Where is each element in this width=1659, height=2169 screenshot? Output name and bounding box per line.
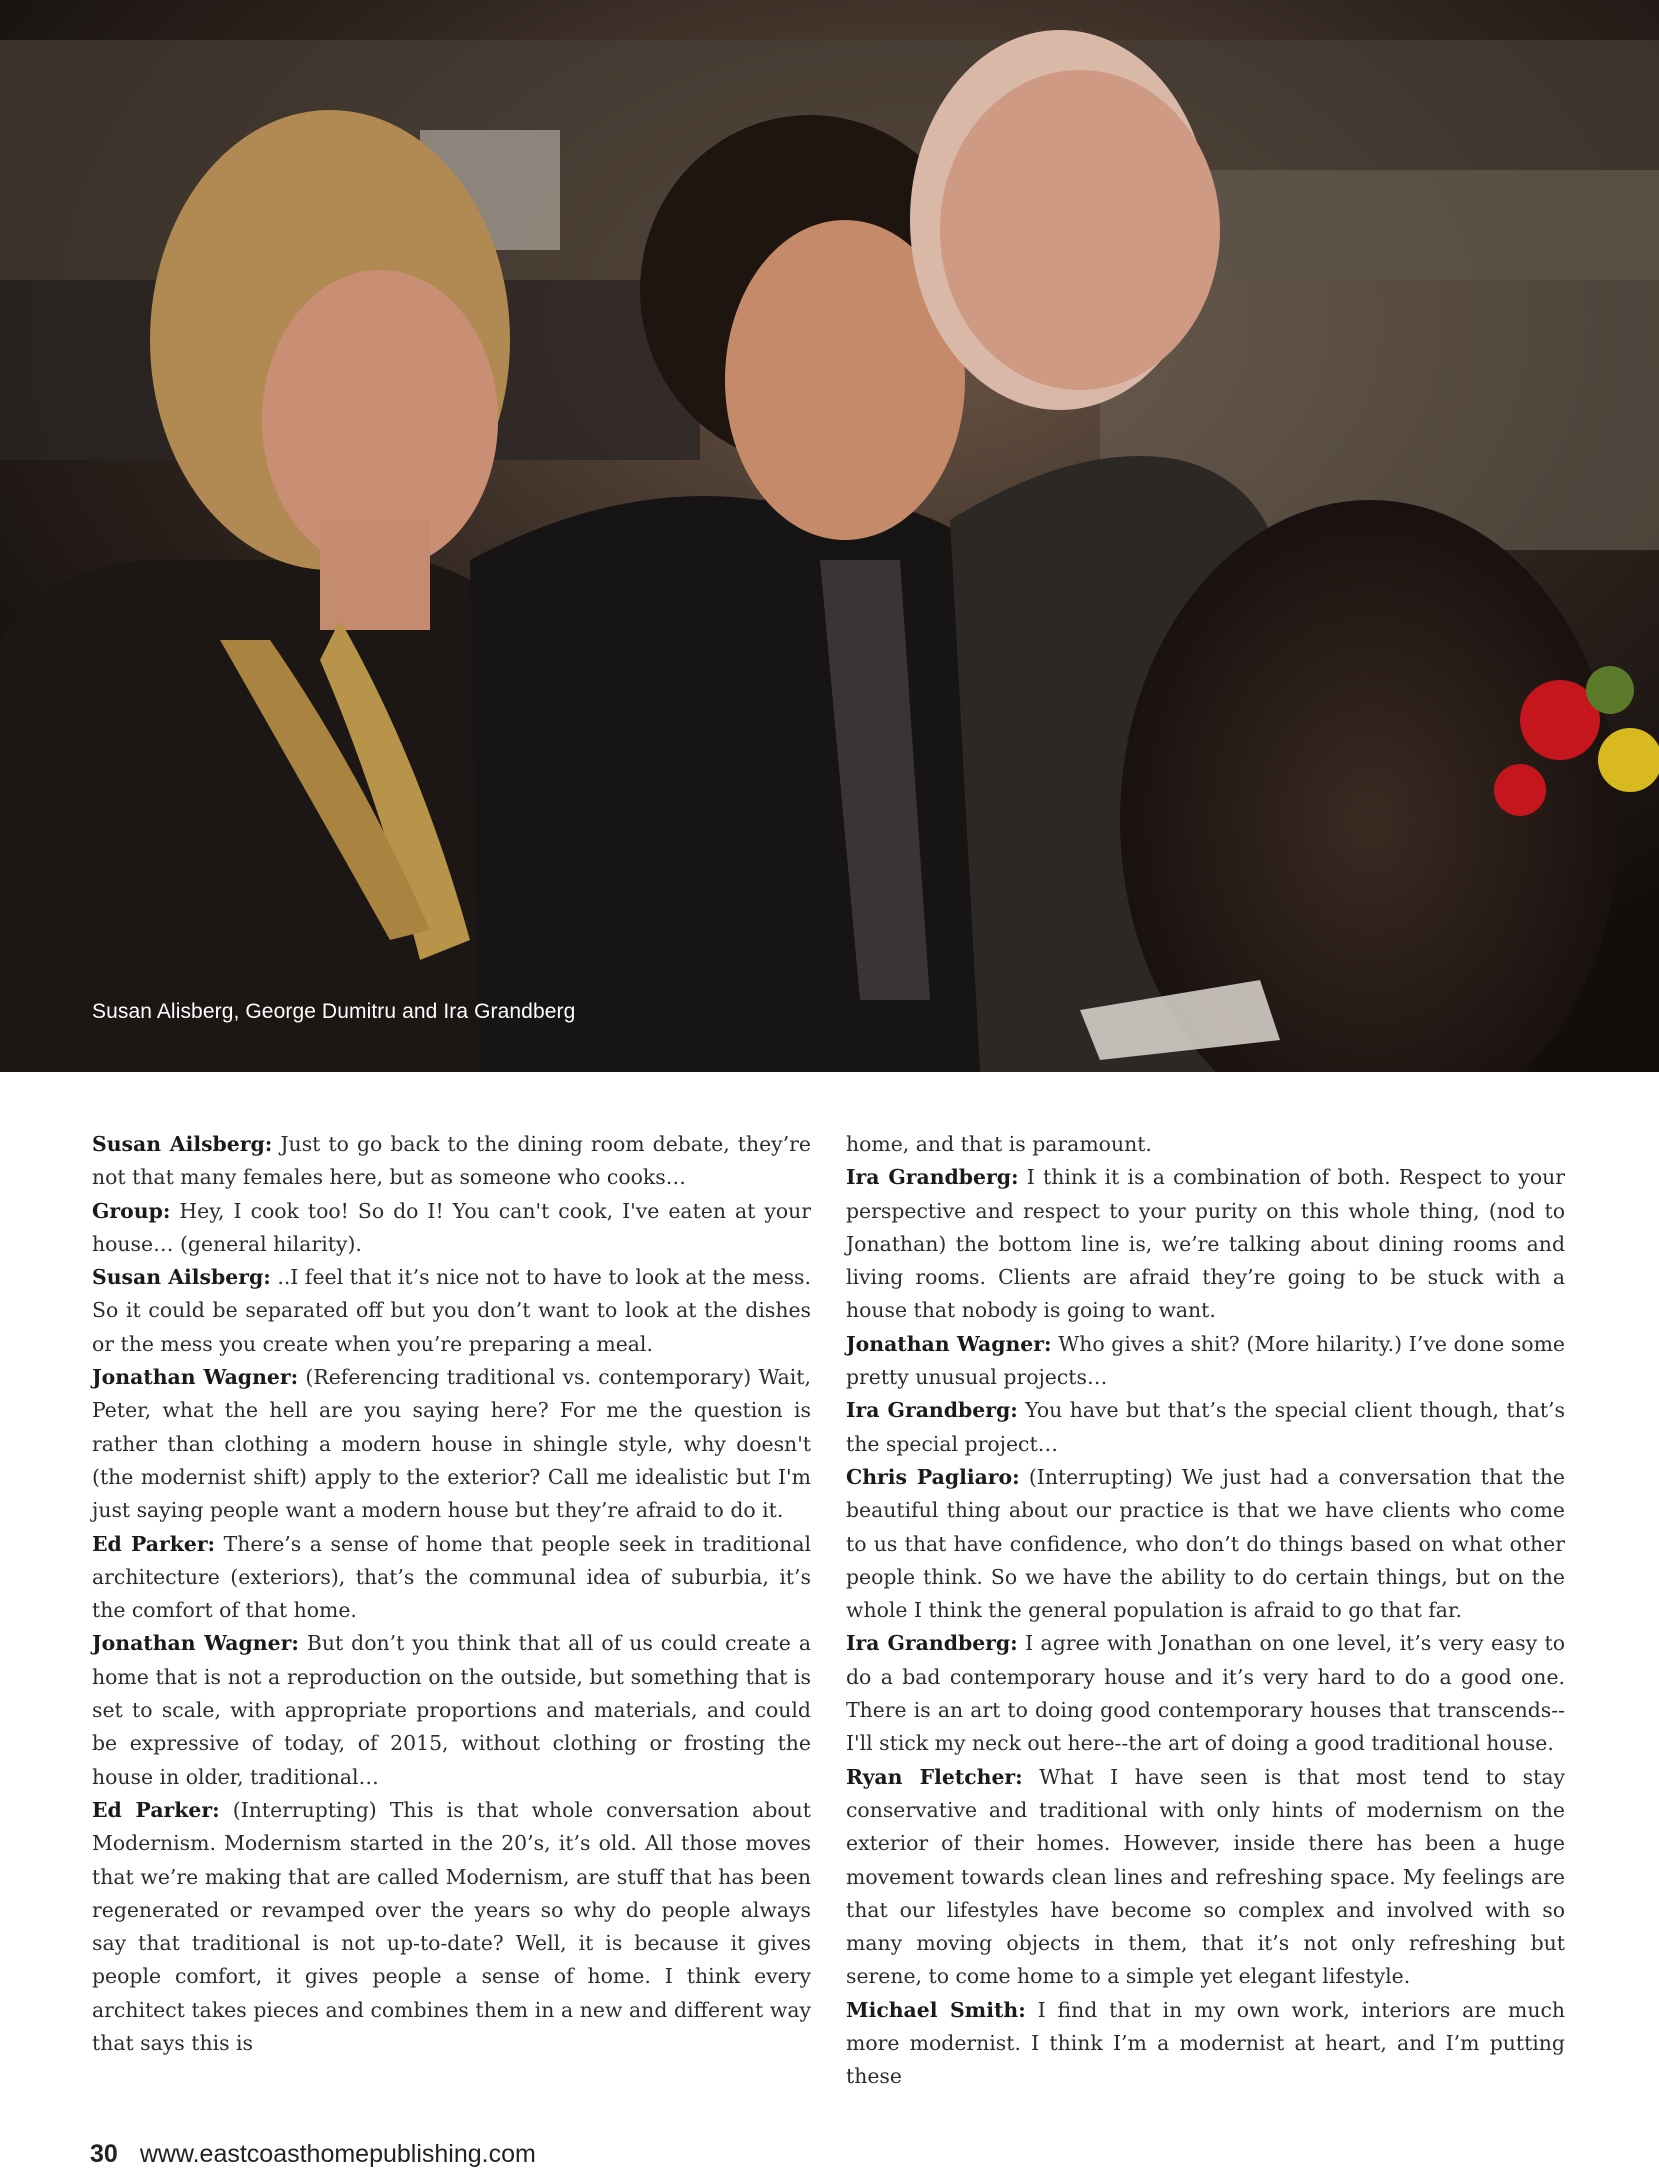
dialogue-paragraph: [846, 1627, 1565, 1760]
speaker-name: Ed Parker:: [92, 1531, 216, 1556]
dialogue-paragraph: [846, 1128, 1565, 1161]
dialogue-text: I find that in my own work, interiors are much more modernist. I think I’m a modernist at heart, and I’m putting these: [846, 1997, 1565, 2089]
dialogue-paragraph: [846, 1328, 1565, 1395]
speaker-name: Chris Pagliaro:: [846, 1464, 1020, 1489]
speaker-name: Susan Ailsberg:: [92, 1132, 273, 1156]
speaker-name: Jonathan Wagner:: [92, 1365, 299, 1390]
dialogue-text: (Interrupting) We just had a conversation that the beautiful thing about our practice is that we have clients who come to us that have confidence, who don’t do things based on what other people think. So we have the ability to do certain things, but on the whole I think the general population is afraid to go that far.: [846, 1464, 1565, 1623]
dialogue-text: Who gives a shit? (More hilarity.) I’ve done some pretty unusual projects…: [846, 1331, 1565, 1390]
speaker-name: Ira Grandberg:: [846, 1398, 1018, 1423]
dialogue-paragraph: [846, 1761, 1565, 1994]
dialogue-text: Hey, I cook too! So do I! You can't cook, I've eaten at your house… (general hilarity).: [92, 1198, 811, 1256]
article-column-right: [846, 1128, 1565, 2094]
dialogue-text: But don’t you think that all of us could create a home that is not a reproduction on the outside, but something that is set to scale, with appropriate proportions and materials, and could be expressive of today, of 2015, without clothing or frosting the house in older, traditional…: [92, 1631, 811, 1789]
footer-url[interactable]: www.eastcoasthomepublishing.com: [139, 2140, 536, 2168]
dialogue-paragraph: [846, 1394, 1565, 1461]
page-number: 30: [90, 2140, 118, 2168]
dialogue-paragraph: [92, 1794, 811, 2060]
dialogue-text: (Interrupting) This is that whole conversation about Modernism. Modernism started in the 20’s, it’s old. All those moves that we’re making that are called Modernism, are stuff that has been regenerated or revamped over the years so why do people always say that traditional is not up-to-date? Well, it is because it gives people comfort, it gives people a sense of home. I think every architect takes pieces and combines them in a new and different way that says this is: [92, 1797, 811, 2056]
speaker-name: Jonathan Wagner:: [846, 1331, 1052, 1356]
speaker-name: Michael Smith:: [846, 1997, 1026, 2022]
dialogue-text: I agree with Jonathan on one level, it’s very easy to do a bad contemporary house and it’s very hard to do a good one. There is an art to doing good contemporary houses that transcends--I'll stick my neck out here--the art of doing a good traditional house.: [846, 1631, 1565, 1756]
page-footer: [90, 2140, 536, 2169]
article-column-left: [92, 1128, 811, 2060]
dialogue-text: ..I feel that it’s nice not to have to look at the mess. So it could be separated off but you don’t want to look at the dishes or the mess you create when you’re preparing a meal.: [92, 1265, 812, 1356]
speaker-name: Ira Grandberg:: [846, 1631, 1018, 1656]
dialogue-paragraph: [92, 1361, 811, 1527]
dialogue-paragraph: [846, 1994, 1565, 2094]
dialogue-paragraph: [92, 1128, 811, 1195]
dialogue-paragraph: [92, 1195, 811, 1262]
dialogue-text: I think it is a combination of both. Respect to your perspective and respect to your purity on this whole thing, (nod to Jonathan) the bottom line is, we’re talking about dining rooms and living rooms. Clients are afraid they’re going to be stuck with a house that nobody is going to want.: [846, 1165, 1565, 1323]
dialogue-text: You have but that’s the special client though, that’s the special project…: [846, 1398, 1565, 1456]
dialogue-paragraph: [92, 1261, 811, 1361]
speaker-name: Susan Ailsberg:: [92, 1265, 271, 1290]
dialogue-paragraph: [92, 1528, 811, 1628]
speaker-name: Jonathan Wagner:: [92, 1631, 299, 1656]
dialogue-text: There’s a sense of home that people seek in traditional architecture (exteriors), that’s the communal idea of suburbia, it’s the comfort of that home.: [92, 1531, 811, 1623]
speaker-name: Ira Grandberg:: [846, 1165, 1019, 1190]
dialogue-text: What I have seen is that most tend to stay conservative and traditional with only hints of modernism on the exterior of their homes. However, inside there has been a huge movement towards clean lines and refreshing space. My feelings are that our lifestyles have become so complex and involved with so many moving objects in them, that it’s not only refreshing but serene, to come home to a simple yet elegant lifestyle.: [846, 1764, 1566, 1989]
dialogue-paragraph: [846, 1461, 1565, 1627]
dialogue-text: (Referencing traditional vs. contemporary) Wait, Peter, what the hell are you saying here? For me the question is rather than clothing a modern house in shingle style, why doesn't (the modernist shift) apply to the exterior? Call me idealistic but I'm just saying people want a modern house but they’re afraid to do it.: [92, 1365, 811, 1523]
speaker-name: Group:: [92, 1198, 171, 1223]
dialogue-paragraph: [92, 1627, 811, 1793]
photo-illustration: [0, 0, 1659, 1072]
speaker-name: Ed Parker:: [92, 1797, 220, 1822]
dialogue-text: Just to go back to the dining room debate, they’re not that many females here, but as someone who cooks…: [92, 1132, 811, 1190]
dialogue-text: home, and that is paramount.: [846, 1132, 1152, 1156]
speaker-name: Ryan Fletcher:: [846, 1764, 1023, 1789]
feature-photo: [0, 0, 1659, 1072]
dialogue-paragraph: [846, 1161, 1565, 1327]
photo-caption: Susan Alisberg, George Dumitru and Ira Grandberg: [92, 1000, 576, 1023]
